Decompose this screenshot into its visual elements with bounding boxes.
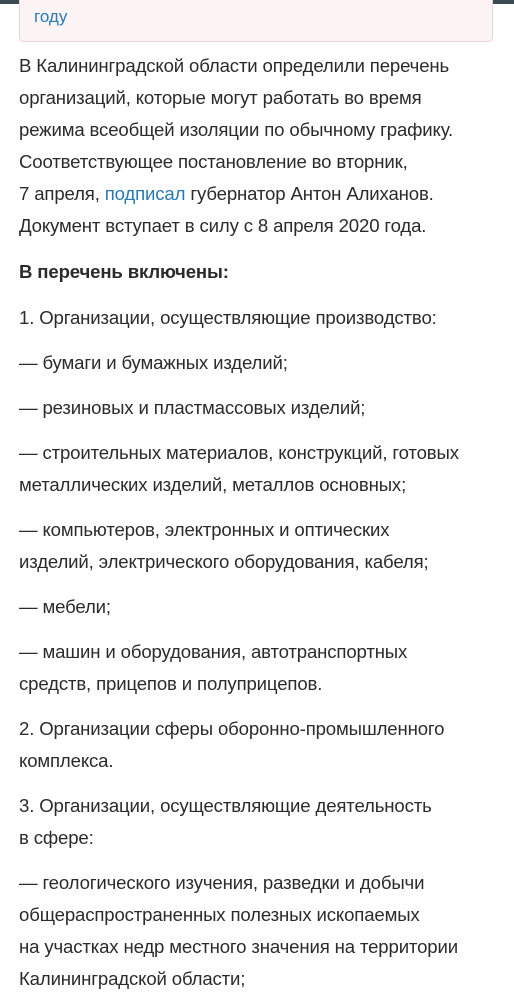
text-line: — мебели; (19, 596, 111, 617)
text-line: организаций, которые могут работать во время (19, 87, 422, 108)
text-fragment: 7 апреля, (19, 183, 105, 204)
text-line: Калининградской области; (19, 968, 246, 989)
text-line: В Калининградской области определили перечень (19, 55, 450, 76)
text-line: в сфере: (19, 827, 94, 848)
intro-paragraph (19, 50, 505, 242)
list-item (19, 867, 505, 995)
text-line: 3. Организации, осуществляющие деятельность (19, 795, 432, 816)
signed-link[interactable]: подписал (104, 183, 186, 204)
list-item (19, 514, 505, 578)
list-item (19, 591, 505, 623)
text-line: комплекса. (19, 750, 114, 771)
list-item (19, 302, 505, 334)
text-line: — строительных материалов, конструкций, готовых (19, 442, 459, 463)
text-line: — резиновых и пластмассовых изделий; (19, 397, 366, 418)
text-line: Документ вступает в силу с 8 апреля 2020 года. (19, 215, 427, 236)
text-line: средств, прицепов и полуприцепов. (19, 673, 323, 694)
text-line: на участках недр местного значения на территории (19, 936, 458, 957)
text-line: изделий, электрического оборудования, кабеля; (19, 551, 429, 572)
text-line: режима всеобщей изоляции по обычному графику. (19, 119, 454, 140)
list-item (19, 636, 505, 700)
text-line: Соответствующее постановление во вторник, (19, 151, 408, 172)
text-fragment: губернатор Антон Алиханов. (185, 183, 434, 204)
list-heading (19, 256, 505, 288)
text-line (19, 178, 505, 210)
text-line: 1. Организации, осуществляющие производство: (19, 307, 437, 328)
text-line: общераспространенных полезных ископаемых (19, 904, 420, 925)
list-item (19, 437, 505, 501)
text-line: — геологического изучения, разведки и добычи (19, 872, 425, 893)
text-line: 2. Организации сферы оборонно-промышленного (19, 718, 445, 739)
related-article-link[interactable]: году (34, 7, 68, 26)
text-line: металлических изделий, металлов основных; (19, 474, 407, 495)
article-body (19, 50, 505, 995)
text-line: — компьютеров, электронных и оптических (19, 519, 390, 540)
list-item (19, 713, 505, 777)
text-line: — бумаги и бумажных изделий; (19, 352, 288, 373)
list-item (19, 392, 505, 424)
text-line: В перечень включены: (19, 261, 229, 282)
related-article-box (19, 0, 493, 42)
list-item (19, 347, 505, 379)
list-item (19, 790, 505, 854)
text-line: — машин и оборудования, автотранспортных (19, 641, 408, 662)
